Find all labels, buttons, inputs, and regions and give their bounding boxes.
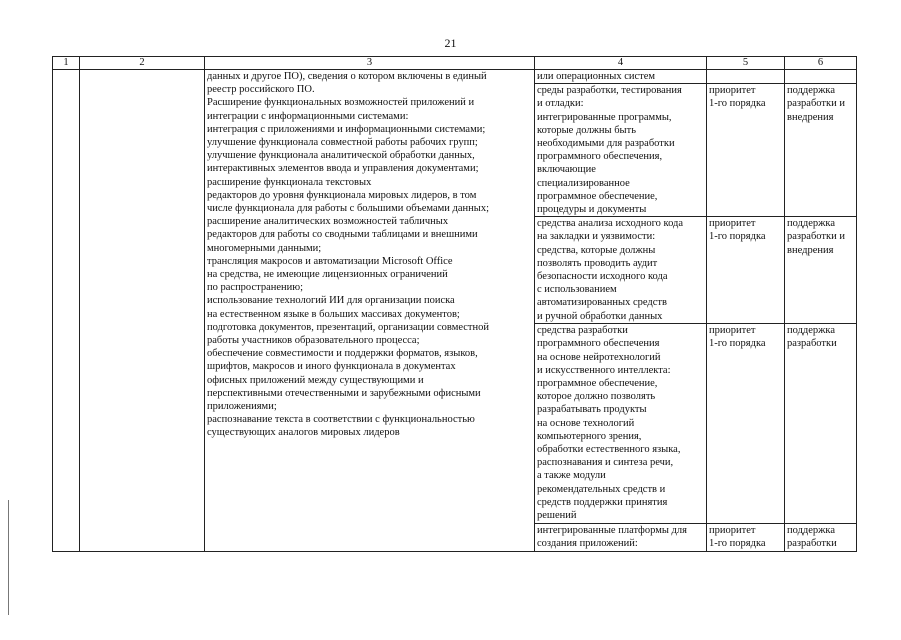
cell-col-4: среды разработки, тестирования и отладки: интегрированные программы, которые должны быть необходимыми для разработки программного обеспечения, включающие специализированное программное обеспечение, процедуры и документы [535, 84, 707, 217]
column-header-5: 5 [707, 57, 785, 70]
cell-col-5 [707, 70, 785, 84]
table-row [53, 70, 857, 84]
cell-col-4: интегрированные платформы для создания приложений: [535, 524, 707, 552]
page-number: 21 [444, 36, 457, 50]
page-edge-mark [8, 500, 9, 615]
cell-col-5: приоритет 1-го порядка [707, 324, 785, 524]
cell-col-3-description: данных и другое ПО), сведения о котором включены в единый реестр российского ПО. Расширение функциональных возможностей приложений и интеграции с информационными системами: интеграция с приложениями и информационными системами; улучшение функционала совместной работы рабочих групп; улучшение функционала аналитической обработки данных, интерактивных элементов ввода и управления документами; расширение функционала текстовых редакторов до уровня функционала мировых лидеров, в том числе функционала для работы с большими объемами данных; расширение аналитических возможностей табличных редакторов для работы со сводными таблицами и внешними многомерными данными; трансляция макросов и автоматизации Microsoft Office на средства, не имеющие лицензионных ограничений по распространению; использование технологий ИИ для организации поиска на естественном языке в больших массивах документов; подготовка документов, презентаций, организации совместной работы участников образовательного процесса; обеспечение совместимости и поддержки форматов, языков, шрифтов, макросов и иного функционала в документах офисных приложений между существующими и перспективными отечественными и зарубежными офисными приложениями; распознавание текста в соответствии с функциональностью существующих аналогов мировых лидеров [205, 70, 535, 552]
cell-col-1 [53, 70, 80, 552]
cell-col-2 [80, 70, 205, 552]
cell-col-6: поддержка разработки [785, 524, 857, 552]
table-header-row [53, 57, 857, 70]
cell-col-5: приоритет 1-го порядка [707, 84, 785, 217]
cell-col-6: поддержка разработки [785, 324, 857, 524]
cell-col-6 [785, 70, 857, 84]
column-header-4: 4 [535, 57, 707, 70]
cell-col-5: приоритет 1-го порядка [707, 524, 785, 552]
cell-col-4: средства анализа исходного кода на закладки и уязвимости: средства, которые должны позволять проводить аудит безопасности исходного кода с использованием автоматизированных средств и ручной обработки данных [535, 217, 707, 324]
column-header-6: 6 [785, 57, 857, 70]
cell-col-4: или операционных систем [535, 70, 707, 84]
column-header-1: 1 [53, 57, 80, 70]
column-header-3: 3 [205, 57, 535, 70]
cell-col-5: приоритет 1-го порядка [707, 217, 785, 324]
requirements-table [52, 56, 857, 552]
cell-col-6: поддержка разработки и внедрения [785, 84, 857, 217]
column-header-2: 2 [80, 57, 205, 70]
cell-col-4: средства разработки программного обеспечения на основе нейротехнологий и искусственного интеллекта: программное обеспечение, которое должно позволять разрабатывать продукты на основе технологий компьютерного зрения, обработки естественного языка, распознавания и синтеза речи, а также модули рекомендательных средств и средств поддержки принятия решений [535, 324, 707, 524]
cell-col-6: поддержка разработки и внедрения [785, 217, 857, 324]
